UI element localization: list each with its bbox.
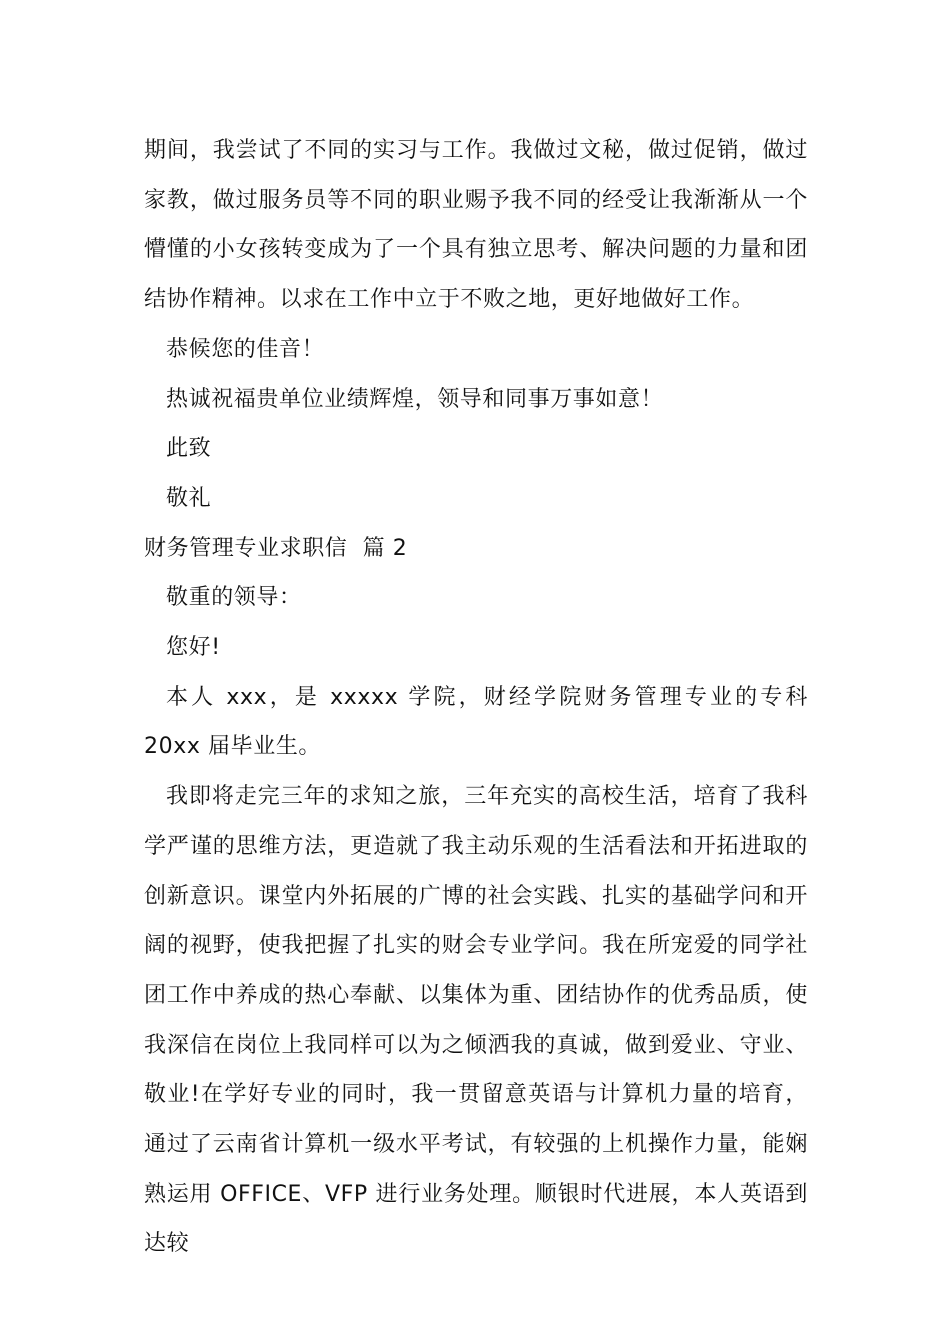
greeting: 您好! <box>166 635 221 661</box>
closing-jingli: 敬礼 <box>166 485 212 511</box>
paragraph-best-wishes: 热诚祝福贵单位业绩辉煌，领导和同事万事如意！ <box>166 386 664 412</box>
section-heading: 财务管理专业求职信 篇 2 <box>144 535 408 561</box>
paragraph-self-introduction: 本人 xxx，是 xxxxx 学院，财经学院财务管理专业的专科 20xx 届毕业生。 <box>144 684 808 760</box>
paragraph-awaiting-reply: 恭候您的佳音！ <box>166 336 325 362</box>
paragraph-education-skills: 我即将走完三年的求知之旅，三年充实的高校生活，培育了我科学严谨的思维方法，更造就了我主动乐观的生活看法和开拓进取的创新意识。课堂内外拓展的广博的社会实践、扎实的基础学问和开阔的视野，使我把握了扎实的财会专业学问。我在所宠爱的同学社团工作中养成的热心奉献、以集体为重、团结协作的优秀品质，使我深信在岗位上我同样可以为之倾洒我的真诚，做到爱业、守业、敬业!在学好专业的同时，我一贯留意英语与计算机力量的培育，通过了云南省计算机一级水平考试，有较强的上机操作力量，能娴熟运用 OFFICE、VFP 进行业务处理。顺银时代进展，本人英语到达较 <box>144 784 808 1257</box>
document-body <box>144 126 808 1269</box>
paragraph-internship-experience: 期间，我尝试了不同的实习与工作。我做过文秘，做过促销，做过家教，做过服务员等不同的职业赐予我不同的经受让我渐渐从一个懵懂的小女孩转变成为了一个具有独立思考、解决问题的力量和团结协作精神。以求在工作中立于不败之地，更好地做好工作。 <box>144 138 808 313</box>
closing-cizhi: 此致 <box>166 436 212 462</box>
salutation: 敬重的领导： <box>166 585 302 611</box>
